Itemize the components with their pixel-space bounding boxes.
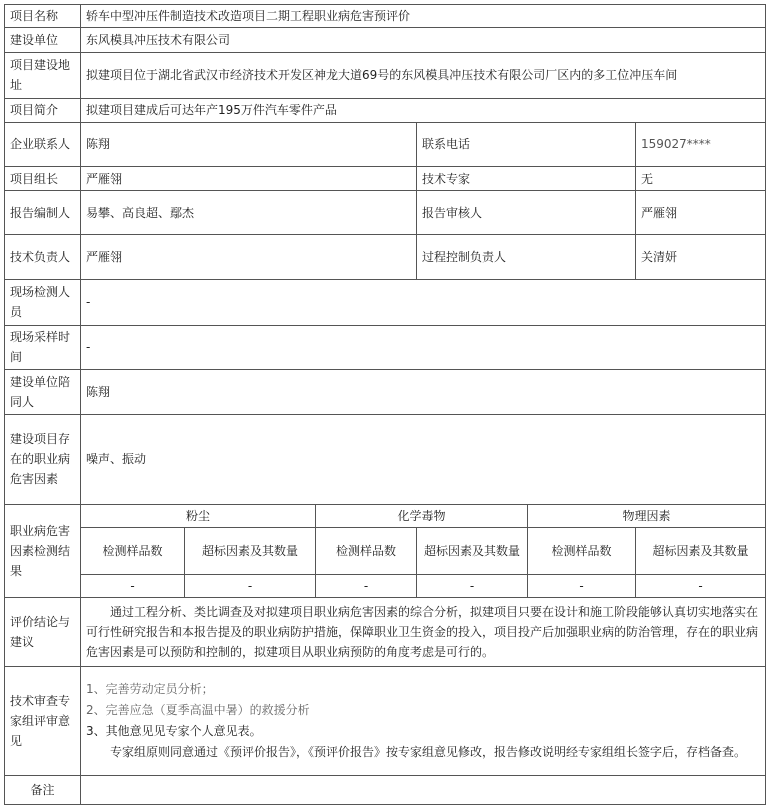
physical-exceed-value: -	[636, 574, 766, 597]
contact-value: 陈翔	[81, 123, 417, 167]
remarks-value	[81, 776, 766, 805]
row-contact	[5, 123, 766, 167]
project-name-value: 轿车中型冲压件制造技术改造项目二期工程职业病危害预评价	[81, 5, 766, 28]
tech-lead-value: 严雁翎	[81, 235, 417, 280]
row-remarks	[5, 776, 766, 805]
remarks-label: 备注	[5, 776, 81, 805]
project-address-label: 项目建设地址	[5, 52, 81, 98]
hazards-value: 噪声、振动	[81, 415, 766, 505]
dust-sample-count-value: -	[81, 574, 185, 597]
row-unit-escort	[5, 370, 766, 415]
expert-review-label: 技术审查专家组评审意见	[5, 666, 81, 776]
field-inspector-label: 现场检测人员	[5, 279, 81, 325]
conclusion-cell	[81, 598, 766, 666]
phone-value: 159027****	[636, 123, 766, 167]
conclusion-label: 评价结论与建议	[5, 598, 81, 666]
conclusion-text: 通过工程分析、类比调查及对拟建项目职业病危害因素的综合分析，拟建项目只要在设计和施工阶段能够认真切实地落实在可行性研究报告和本报告提及的职业病防护措施，保障职业卫生资金的投入，项目投产后加强职业病的防治管理，存在的职业病危害因素是可以预防和控制的，拟建项目从职业病预防的角度考虑是可行的。	[86, 604, 759, 659]
review-closing: 专家组原则同意通过《预评价报告》，《预评价报告》按专家组意见修改，报告修改说明经专家组组长签字后，存档备查。	[110, 745, 747, 760]
evaluation-info-table	[4, 4, 766, 805]
report-author-label: 报告编制人	[5, 191, 81, 235]
hazards-label: 建设项目存在的职业病危害因素	[5, 415, 81, 505]
review-item-1: 1、完善劳动定员分析；	[86, 682, 214, 697]
project-address-value: 拟建项目位于湖北省武汉市经济技术开发区神龙大道69号的东风模具冲压技术有限公司厂区内的多工位冲压车间	[81, 52, 766, 98]
dust-sample-count-header: 检测样品数	[81, 528, 185, 575]
review-item-3: 3、其他意见见专家个人意见表。	[86, 724, 262, 739]
detection-label: 职业病危害因素检测结果	[5, 504, 81, 598]
physical-sample-count-header: 检测样品数	[528, 528, 636, 575]
project-summary-label: 项目简介	[5, 98, 81, 122]
row-team-leader	[5, 166, 766, 190]
process-control-label: 过程控制负责人	[417, 235, 636, 280]
unit-escort-value: 陈翔	[81, 370, 766, 415]
field-inspector-value: -	[81, 279, 766, 325]
tech-lead-label: 技术负责人	[5, 235, 81, 280]
row-project-name	[5, 5, 766, 28]
team-leader-label: 项目组长	[5, 166, 81, 190]
dust-exceed-header: 超标因素及其数量	[185, 528, 316, 575]
report-author-value: 易攀、高良超、鄢杰	[81, 191, 417, 235]
expert-label: 技术专家	[417, 166, 636, 190]
row-detection-groups	[5, 504, 766, 527]
physical-sample-count-value: -	[528, 574, 636, 597]
project-summary-value: 拟建项目建成后可达年产195万件汽车零件产品	[81, 98, 766, 122]
row-tech-lead	[5, 235, 766, 280]
expert-review-cell	[81, 666, 766, 776]
group-physical: 物理因素	[528, 504, 766, 527]
row-detection-values	[5, 574, 766, 597]
row-project-address	[5, 52, 766, 98]
reviewer-label: 报告审核人	[417, 191, 636, 235]
row-project-summary	[5, 98, 766, 122]
row-expert-review	[5, 666, 766, 776]
chemical-exceed-header: 超标因素及其数量	[417, 528, 528, 575]
construction-unit-label: 建设单位	[5, 28, 81, 52]
group-dust: 粉尘	[81, 504, 316, 527]
dust-exceed-value: -	[185, 574, 316, 597]
row-conclusion	[5, 598, 766, 666]
team-leader-value: 严雁翎	[81, 166, 417, 190]
reviewer-value: 严雁翎	[636, 191, 766, 235]
row-field-inspector	[5, 279, 766, 325]
chemical-sample-count-header: 检测样品数	[316, 528, 417, 575]
project-name-label: 项目名称	[5, 5, 81, 28]
expert-value: 无	[636, 166, 766, 190]
row-construction-unit	[5, 28, 766, 52]
chemical-sample-count-value: -	[316, 574, 417, 597]
row-detection-subheaders	[5, 528, 766, 575]
physical-exceed-header: 超标因素及其数量	[636, 528, 766, 575]
sampling-time-label: 现场采样时间	[5, 325, 81, 370]
row-hazards	[5, 415, 766, 505]
contact-label: 企业联系人	[5, 123, 81, 167]
phone-label: 联系电话	[417, 123, 636, 167]
construction-unit-value: 东风模具冲压技术有限公司	[81, 28, 766, 52]
group-chemical: 化学毒物	[316, 504, 528, 527]
unit-escort-label: 建设单位陪同人	[5, 370, 81, 415]
sampling-time-value: -	[81, 325, 766, 370]
row-sampling-time	[5, 325, 766, 370]
chemical-exceed-value: -	[417, 574, 528, 597]
row-report-author	[5, 191, 766, 235]
review-item-2: 2、完善应急（夏季高温中暑）的救援分析	[86, 703, 310, 718]
process-control-value: 关清妍	[636, 235, 766, 280]
